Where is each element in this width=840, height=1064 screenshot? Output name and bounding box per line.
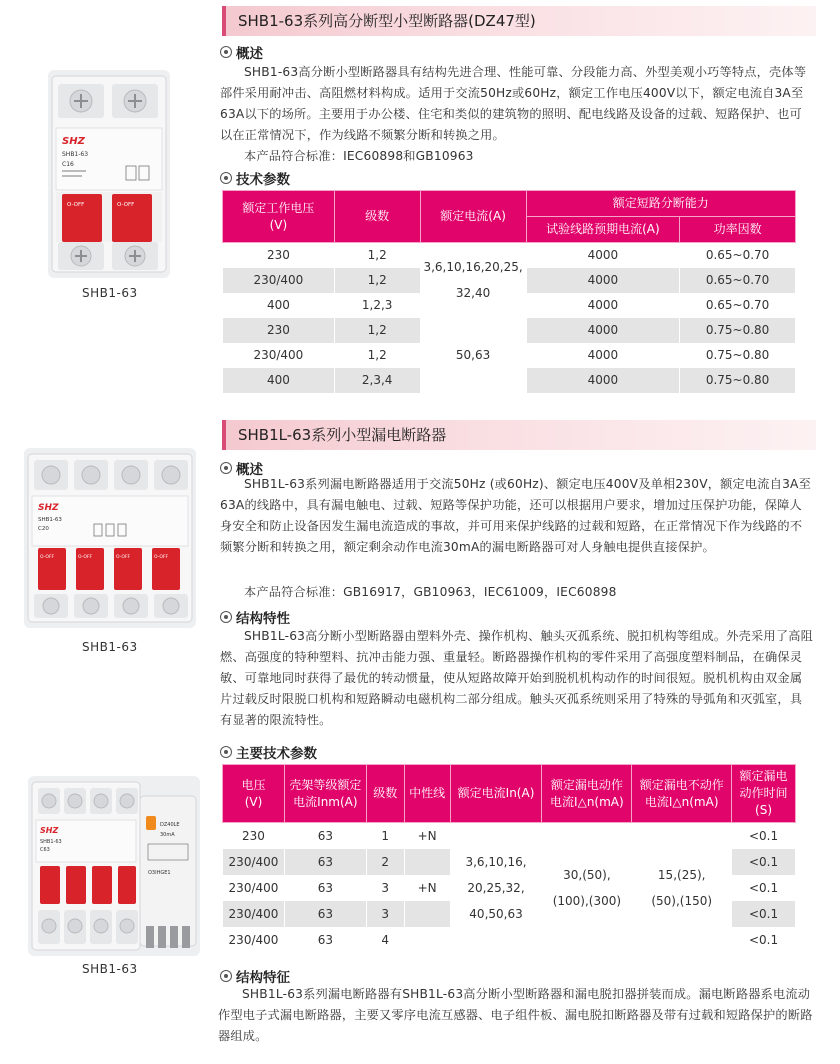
cell: 63 (284, 927, 366, 953)
cell: 3 (366, 875, 404, 901)
cell-line: 3,6,10,16, (465, 854, 527, 869)
overview-text-1: SHB1-63高分断小型断路器具有结构先进合理、性能可靠、分段能力高、外型美观小巧等特点，壳体等部件采用耐冲击、高阻燃材料构成。适用于交流50Hz或60Hz，额定工作电压400V以下，额定电流自3A至63A以下的场所。主要用于办公楼、住宅和类似的建筑物的照明、配电线路及设备的过载、短路保护、也可以在正常情况下，作为线路不频繁分断和转换之用。 (220, 65, 807, 142)
breaker-2pole-illustration (48, 70, 170, 278)
cell: 4 (366, 927, 404, 953)
cell: 400 (223, 293, 335, 318)
cell: +N (404, 823, 450, 849)
cell-residual-nonop (632, 823, 732, 953)
brand-label: SHZ (62, 136, 85, 147)
overview-heading-1 (220, 42, 263, 62)
switch-label: O-OFF (78, 555, 93, 560)
cell: 230 (223, 318, 335, 343)
rcd-code-label: O3IHGE1 (148, 870, 171, 876)
table-row (223, 243, 796, 268)
feature-heading (220, 966, 290, 986)
section2-title: SHB1L-63系列小型漏电断路器 (222, 420, 816, 450)
cell-line: 20,25,32, (467, 880, 525, 895)
th-frame: 壳架等级额定 电流Inm(A) (284, 765, 366, 823)
cell: 4000 (526, 368, 680, 393)
cell: 4000 (526, 268, 680, 293)
switch-label: O-OFF (117, 202, 135, 208)
product-caption: SHB1-63 (82, 286, 138, 300)
bullet-icon (220, 462, 232, 474)
cell: <0.1 (732, 927, 796, 953)
table-row (223, 823, 796, 849)
cell: <0.1 (732, 823, 796, 849)
cell: 0.75~0.80 (680, 368, 796, 393)
cell: 4000 (526, 318, 680, 343)
cell: 230 (223, 243, 335, 268)
cell: 230/400 (223, 901, 285, 927)
th-test-current: 试验线路预期电流(A) (526, 217, 680, 243)
product-image-4pole (24, 448, 196, 628)
cell: 2 (366, 849, 404, 875)
cell-line: 32,40 (455, 286, 491, 301)
cell: 1,2,3 (334, 293, 420, 318)
rcd-model-label: DZ40LE (160, 822, 180, 828)
rating-label: C63 (40, 847, 50, 853)
spec-table-2 (222, 764, 796, 953)
cell (404, 849, 450, 875)
cell: 4000 (526, 293, 680, 318)
structure-heading (220, 607, 290, 627)
cell: 0.65~0.70 (680, 268, 796, 293)
cell: 1,2 (334, 318, 420, 343)
model-label: SHB1-63 (40, 839, 62, 845)
cell: <0.1 (732, 901, 796, 927)
params-heading-text: 主要技术参数 (236, 746, 317, 762)
cell (404, 901, 450, 927)
cell: 230/400 (223, 849, 285, 875)
cell: 230/400 (223, 268, 335, 293)
th-current: 额定电流(A) (420, 191, 526, 243)
cell: 230/400 (223, 343, 335, 368)
bullet-icon (220, 746, 232, 758)
cell-line: 30,(50), (563, 867, 611, 882)
switch-label: O-OFF (67, 202, 85, 208)
standard-text-1: 本产品符合标准：IEC60898和GB10963 (244, 149, 474, 163)
cell-line: (100),(300) (552, 893, 622, 908)
th-current: 额定电流In(A) (450, 765, 542, 823)
th-poles: 级数 (366, 765, 404, 823)
th-poles: 级数 (334, 191, 420, 243)
th-neutral: 中性线 (404, 765, 450, 823)
cell: 230/400 (223, 927, 285, 953)
overview-heading-text: 概述 (236, 46, 263, 62)
th-time: 额定漏电 动作时间 (S) (732, 765, 796, 823)
cell: 63 (284, 849, 366, 875)
section1-title: SHB1-63系列高分断型小型断路器(DZ47型) (222, 6, 816, 36)
cell: 63 (284, 823, 366, 849)
breaker-4pole-illustration (24, 448, 196, 628)
cell: <0.1 (732, 849, 796, 875)
cell: 230/400 (223, 875, 285, 901)
cell: 400 (223, 368, 335, 393)
bullet-icon (220, 611, 232, 623)
cell: 230 (223, 823, 285, 849)
product-caption-3: SHB1-63 (82, 962, 138, 976)
cell: +N (404, 875, 450, 901)
cell: 0.75~0.80 (680, 318, 796, 343)
breaker-rcd-illustration (28, 776, 200, 956)
brand-label: SHZ (38, 503, 59, 513)
table-row (223, 318, 796, 343)
rating-label: C20 (38, 526, 49, 532)
params-heading-text: 技术参数 (236, 172, 290, 188)
product-image-rcd (28, 776, 200, 956)
th-residual-nonop: 额定漏电不动作 电流I△n(mA) (632, 765, 732, 823)
th-power-factor: 功率因数 (680, 217, 796, 243)
cell-line: 15,(25), (657, 867, 706, 882)
cell: 63 (284, 901, 366, 927)
cell-residual-op (542, 823, 632, 953)
th-voltage: 电压 (V) (223, 765, 285, 823)
cell: <0.1 (732, 875, 796, 901)
model-label: SHB1-63 (38, 517, 62, 523)
cell: 1,2 (334, 343, 420, 368)
feature-heading-text: 结构特征 (236, 970, 290, 986)
model-label: SHB1-63 (62, 151, 89, 158)
th-breaking: 额定短路分断能力 (526, 191, 795, 217)
bullet-icon (220, 970, 232, 982)
feature-text: SHB1L-63系列漏电断路器有SHB1L-63高分断小型断路器和漏电脱扣器拼装而成。漏电断路器系电流动作型电子式漏电断路器，主要又零序电流互感器、电子组件板、漏电脱扣断路器及带有过载和短路保护的断路器组成。 (218, 987, 813, 1043)
standard-text-2: 本产品符合标准：GB16917，GB10963，IEC61009，IEC60898 (244, 585, 617, 599)
cell: 0.75~0.80 (680, 343, 796, 368)
cell: 1,2 (334, 268, 420, 293)
cell: 2,3,4 (334, 368, 420, 393)
brand-label: SHZ (40, 826, 59, 835)
switch-label: O-OFF (40, 555, 55, 560)
cell: 4000 (526, 243, 680, 268)
cell: 0.65~0.70 (680, 293, 796, 318)
structure-text: SHB1L-63高分断小型断路器由塑料外壳、操作机构、触头灭孤系统、脱扣机构等组成。外壳采用了高阻燃、高强度的特种塑料、抗冲击能力强、重量轻。断路器操作机构的零件采用了高强度塑料制品，在确保灵敏、可靠地同时获得了最优的转动惯量，使从短路故障开始到脱机机构动作的时间很短。脱机机构由双金属片过载反时限脱口机构和短路瞬动电磁机构二部分组成。触头灭孤系统则采用了特殊的导弧角和灭弧室，具有显著的限流特性。 (220, 629, 813, 727)
cell: 63 (284, 875, 366, 901)
spec-table-1 (222, 190, 796, 393)
overview-heading-text: 概述 (236, 462, 263, 478)
cell-current (450, 823, 542, 953)
cell (404, 927, 450, 953)
th-residual-op: 额定漏电动作 电流I△n(mA) (542, 765, 632, 823)
bullet-icon (220, 172, 232, 184)
overview-text-2: SHB1L-63系列漏电断路器适用于交流50Hz (或60Hz)、额定电压400V及单相230V，额定电流自3A至63A的线路中，具有漏电触电、过载、短路等保护功能，还可以根据用户要求，增加过压保护功能，保障人身安全和防止设备因发生漏电流造成的事故，并可用来保护线路的过载和短路，在正常情况下作为线路的不频繁分断和转换之用，额定剩余动作电流30mA的漏电断路器可对人身触电提供直接保护。 (220, 477, 811, 554)
bullet-icon (220, 46, 232, 58)
rating-label: C16 (62, 161, 74, 168)
params-heading-2 (220, 742, 317, 762)
cell: 0.65~0.70 (680, 243, 796, 268)
cell: 4000 (526, 343, 680, 368)
product-caption-2: SHB1-63 (82, 640, 138, 654)
product-image-2pole (48, 70, 170, 278)
switch-label: O-OFF (116, 555, 131, 560)
cell: 1,2 (334, 243, 420, 268)
rcd-rating-label: 30mA (160, 832, 175, 838)
cell-line: 3,6,10,16,20,25, (423, 260, 523, 275)
structure-heading-text: 结构特性 (236, 611, 290, 627)
params-heading-1 (220, 168, 290, 188)
cell-current-group1 (420, 243, 526, 318)
cell-line: (50),(150) (651, 893, 713, 908)
cell: 1 (366, 823, 404, 849)
switch-label: O-OFF (154, 555, 169, 560)
cell-line: 40,50,63 (469, 906, 523, 921)
th-voltage: 额定工作电压 (V) (223, 191, 335, 243)
cell: 3 (366, 901, 404, 927)
cell-current-group2: 50,63 (420, 318, 526, 393)
